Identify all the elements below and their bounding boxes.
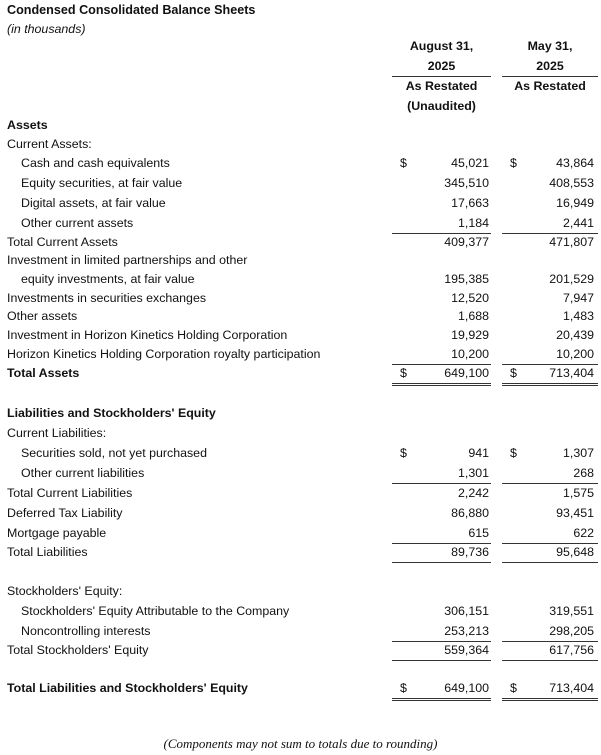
value-august-2025 (392, 464, 491, 484)
amount: 268 (573, 466, 594, 480)
amount: 345,510 (444, 176, 489, 190)
row-label: Total Current Assets (7, 235, 118, 249)
amount: 941 (468, 446, 489, 460)
value-august-2025 (392, 270, 491, 289)
amount: 16,949 (556, 196, 594, 210)
table-row (0, 194, 601, 214)
column-year: 2025 (392, 57, 491, 78)
value-august-2025 (392, 233, 491, 252)
table-row (0, 135, 601, 155)
value-may-2025 (502, 464, 598, 484)
amount: 1,301 (457, 466, 489, 480)
column-header-may-2025 (502, 37, 598, 97)
amount: 7,947 (562, 291, 594, 305)
amount: 298,205 (549, 624, 594, 638)
table-row (0, 116, 601, 136)
amount: 319,551 (549, 604, 594, 618)
table-row (0, 307, 601, 327)
table-row (0, 364, 601, 384)
amount: 408,553 (549, 176, 594, 190)
table-row (0, 326, 601, 346)
row-label: Securities sold, not yet purchased (21, 446, 207, 460)
row-label: Current Liabilities: (7, 426, 107, 440)
value-may-2025 (502, 524, 598, 544)
value-august-2025 (392, 484, 491, 503)
amount: 95,648 (556, 545, 594, 559)
amount: 195,385 (444, 272, 489, 286)
row-label: Assets (7, 118, 48, 132)
row-label: Noncontrolling interests (21, 624, 151, 638)
row-label: Digital assets, at fair value (21, 196, 166, 210)
amount: 86,880 (451, 506, 489, 520)
table-row (0, 404, 601, 424)
currency-symbol: $ (510, 681, 517, 695)
row-label: Total Liabilities and Stockholders' Equity (7, 681, 248, 695)
value-august-2025 (392, 622, 491, 642)
column-date: May 31, (527, 39, 573, 53)
row-label: Deferred Tax Liability (7, 506, 123, 520)
amount: 10,200 (451, 347, 489, 361)
row-label: Investment in limited partnerships and other (7, 253, 248, 267)
column-year: 2025 (502, 57, 598, 78)
amount: 12,520 (451, 291, 489, 305)
value-august-2025 (392, 543, 491, 563)
value-may-2025 (502, 233, 598, 252)
value-august-2025 (392, 602, 491, 621)
amount: 617,756 (549, 643, 594, 657)
value-august-2025 (392, 307, 491, 326)
column-date: August 31, (409, 39, 474, 53)
value-august-2025 (392, 679, 491, 701)
row-label: Liabilities and Stockholders' Equity (7, 406, 216, 420)
table-row (0, 622, 601, 642)
amount: 17,663 (451, 196, 489, 210)
table-row (0, 464, 601, 484)
currency-symbol: $ (400, 366, 407, 380)
table-row (0, 641, 601, 661)
amount: 1,575 (562, 486, 594, 500)
amount: 2,441 (562, 216, 594, 230)
amount: 1,688 (457, 309, 489, 323)
table-row (0, 289, 601, 309)
currency-symbol: $ (510, 446, 517, 460)
amount: 93,451 (556, 506, 594, 520)
value-may-2025 (502, 326, 598, 345)
amount: 622 (573, 526, 594, 540)
amount: 2,242 (457, 486, 489, 500)
amount: 559,364 (444, 643, 489, 657)
amount: 1,184 (457, 216, 489, 230)
value-may-2025 (502, 194, 598, 213)
column-header-august-2025 (392, 37, 491, 116)
table-row (0, 424, 601, 444)
row-label: Cash and cash equivalents (21, 156, 170, 170)
row-label: Stockholders' Equity: (7, 584, 123, 598)
table-row (0, 270, 601, 290)
value-august-2025 (392, 174, 491, 193)
table-row (0, 582, 601, 602)
currency-symbol: $ (510, 156, 517, 170)
value-august-2025 (392, 345, 491, 365)
currency-symbol: $ (510, 366, 517, 380)
row-label: Total Assets (7, 366, 80, 380)
row-label: Other assets (7, 309, 78, 323)
row-label: Horizon Kinetics Holding Corporation royalty participation (7, 347, 321, 361)
row-label: Mortgage payable (7, 526, 107, 540)
amount: 1,483 (562, 309, 594, 323)
value-may-2025 (502, 543, 598, 563)
value-may-2025 (502, 364, 598, 386)
value-august-2025 (392, 364, 491, 386)
rounding-footnote: (Components may not sum to totals due to rounding) (163, 736, 438, 751)
row-label: Stockholders' Equity Attributable to the Company (21, 604, 290, 618)
amount: 45,021 (451, 156, 489, 170)
value-august-2025 (392, 154, 491, 173)
table-row (0, 214, 601, 234)
table-row (0, 233, 601, 253)
table-row (0, 504, 601, 524)
table-row (0, 444, 601, 464)
amount: 615 (468, 526, 489, 540)
column-note-unaudited: (Unaudited) (407, 98, 476, 113)
value-may-2025 (502, 174, 598, 193)
amount: 471,807 (549, 235, 594, 249)
units-subtitle: (in thousands) (7, 22, 86, 36)
row-label: equity investments, at fair value (21, 272, 195, 286)
amount: 253,213 (444, 624, 489, 638)
value-may-2025 (502, 444, 598, 463)
value-august-2025 (392, 504, 491, 523)
value-august-2025 (392, 194, 491, 213)
value-may-2025 (502, 270, 598, 289)
table-row (0, 543, 601, 563)
value-may-2025 (502, 154, 598, 173)
row-label: Other current liabilities (21, 466, 145, 480)
table-row (0, 251, 601, 271)
amount: 306,151 (444, 604, 489, 618)
value-august-2025 (392, 444, 491, 463)
row-label: Investments in securities exchanges (7, 291, 207, 305)
table-row (0, 345, 601, 365)
amount: 409,377 (444, 235, 489, 249)
value-may-2025 (502, 484, 598, 503)
row-label: Equity securities, at fair value (21, 176, 183, 190)
currency-symbol: $ (400, 681, 407, 695)
amount: 10,200 (556, 347, 594, 361)
value-august-2025 (392, 326, 491, 345)
amount: 1,307 (562, 446, 594, 460)
table-row (0, 154, 601, 174)
value-may-2025 (502, 622, 598, 642)
table-row (0, 602, 601, 622)
value-may-2025 (502, 641, 598, 661)
currency-symbol: $ (400, 156, 407, 170)
row-label: Other current assets (21, 216, 134, 230)
amount: 19,929 (451, 328, 489, 342)
value-may-2025 (502, 602, 598, 621)
value-may-2025 (502, 307, 598, 326)
value-may-2025 (502, 289, 598, 308)
column-note: As Restated (514, 79, 586, 93)
table-row (0, 524, 601, 544)
value-may-2025 (502, 679, 598, 701)
amount: 713,404 (549, 366, 594, 380)
row-label: Total Liabilities (7, 545, 88, 559)
amount: 713,404 (549, 681, 594, 695)
amount: 649,100 (444, 681, 489, 695)
table-row (0, 174, 601, 194)
amount: 89,736 (451, 545, 489, 559)
amount: 43,864 (556, 156, 594, 170)
amount: 201,529 (549, 272, 594, 286)
value-may-2025 (502, 214, 598, 234)
value-august-2025 (392, 641, 491, 661)
amount: 20,439 (556, 328, 594, 342)
value-august-2025 (392, 524, 491, 544)
value-may-2025 (502, 345, 598, 365)
column-note: As Restated (405, 79, 478, 93)
value-august-2025 (392, 289, 491, 308)
value-august-2025 (392, 214, 491, 234)
row-label: Total Stockholders' Equity (7, 643, 149, 657)
value-may-2025 (502, 504, 598, 523)
table-row (0, 484, 601, 504)
amount: 649,100 (444, 366, 489, 380)
row-label: Investment in Horizon Kinetics Holding Corporation (7, 328, 288, 342)
document-title: Condensed Consolidated Balance Sheets (7, 3, 256, 17)
currency-symbol: $ (400, 446, 407, 460)
row-label: Current Assets: (7, 137, 92, 151)
table-row (0, 679, 601, 699)
row-label: Total Current Liabilities (7, 486, 133, 500)
